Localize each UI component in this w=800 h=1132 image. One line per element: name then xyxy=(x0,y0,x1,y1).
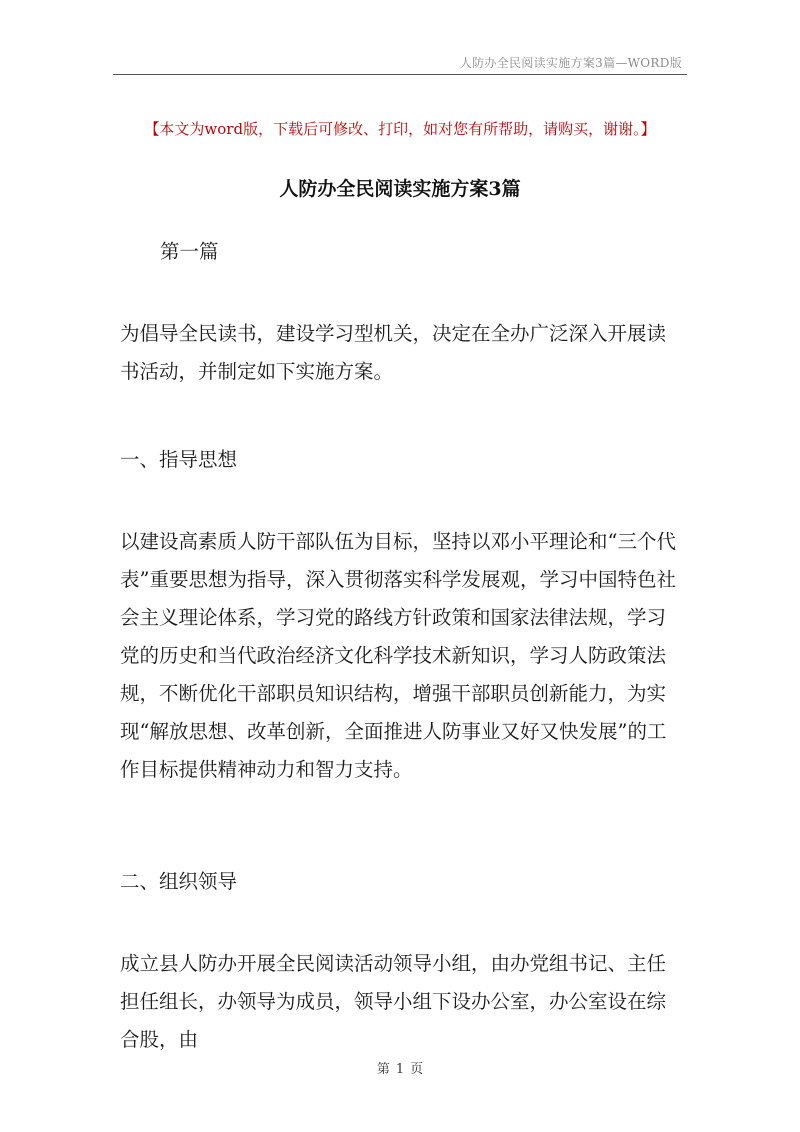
section-body-organization: 成立县人防办开展全民阅读活动领导小组，由办党组书记、主任担任组长，办领导为成员，领导小组下设办公室，办公室设在综合股，由 xyxy=(120,952,667,1051)
header-divider xyxy=(113,74,687,75)
section-heading-guiding-ideology: 一、指导思想 xyxy=(120,448,238,471)
footer-prefix: 第 xyxy=(376,1062,390,1077)
page-footer xyxy=(0,1058,800,1077)
page-number: 1 xyxy=(395,1062,405,1077)
footer-suffix: 页 xyxy=(410,1062,424,1077)
section-heading-organization: 二、组织领导 xyxy=(120,870,238,893)
running-header-title: 人防办全民阅读实施方案3篇—WORD版 xyxy=(459,56,682,70)
intro-paragraph: 为倡导全民读书，建设学习型机关，决定在全办广泛深入开展读书活动，并制定如下实施方案。 xyxy=(120,322,667,383)
purchase-notice: 【本文为word版，下载后可修改、打印，如对您有所帮助，请购买，谢谢。】 xyxy=(144,120,656,138)
document-title: 人防办全民阅读实施方案3篇 xyxy=(279,178,521,200)
section-body-guiding-ideology: 以建设高素质人防干部队伍为目标，坚持以邓小平理论和“三个代表”重要思想为指导，深入贯彻落实科学发展观，学习中国特色社会主义理论体系，学习党的路线方针政策和国家法律法规，学习党的历史和当代政治经济文化科学技术新知识，学习人防政策法规，不断优化干部职员知识结构，增强干部职员创新能力，为实现“解放思想、改革创新，全面推进人防事业又好又快发展”的工作目标提供精神动力和智力支持。 xyxy=(120,530,676,781)
part-label: 第一篇 xyxy=(160,240,219,263)
